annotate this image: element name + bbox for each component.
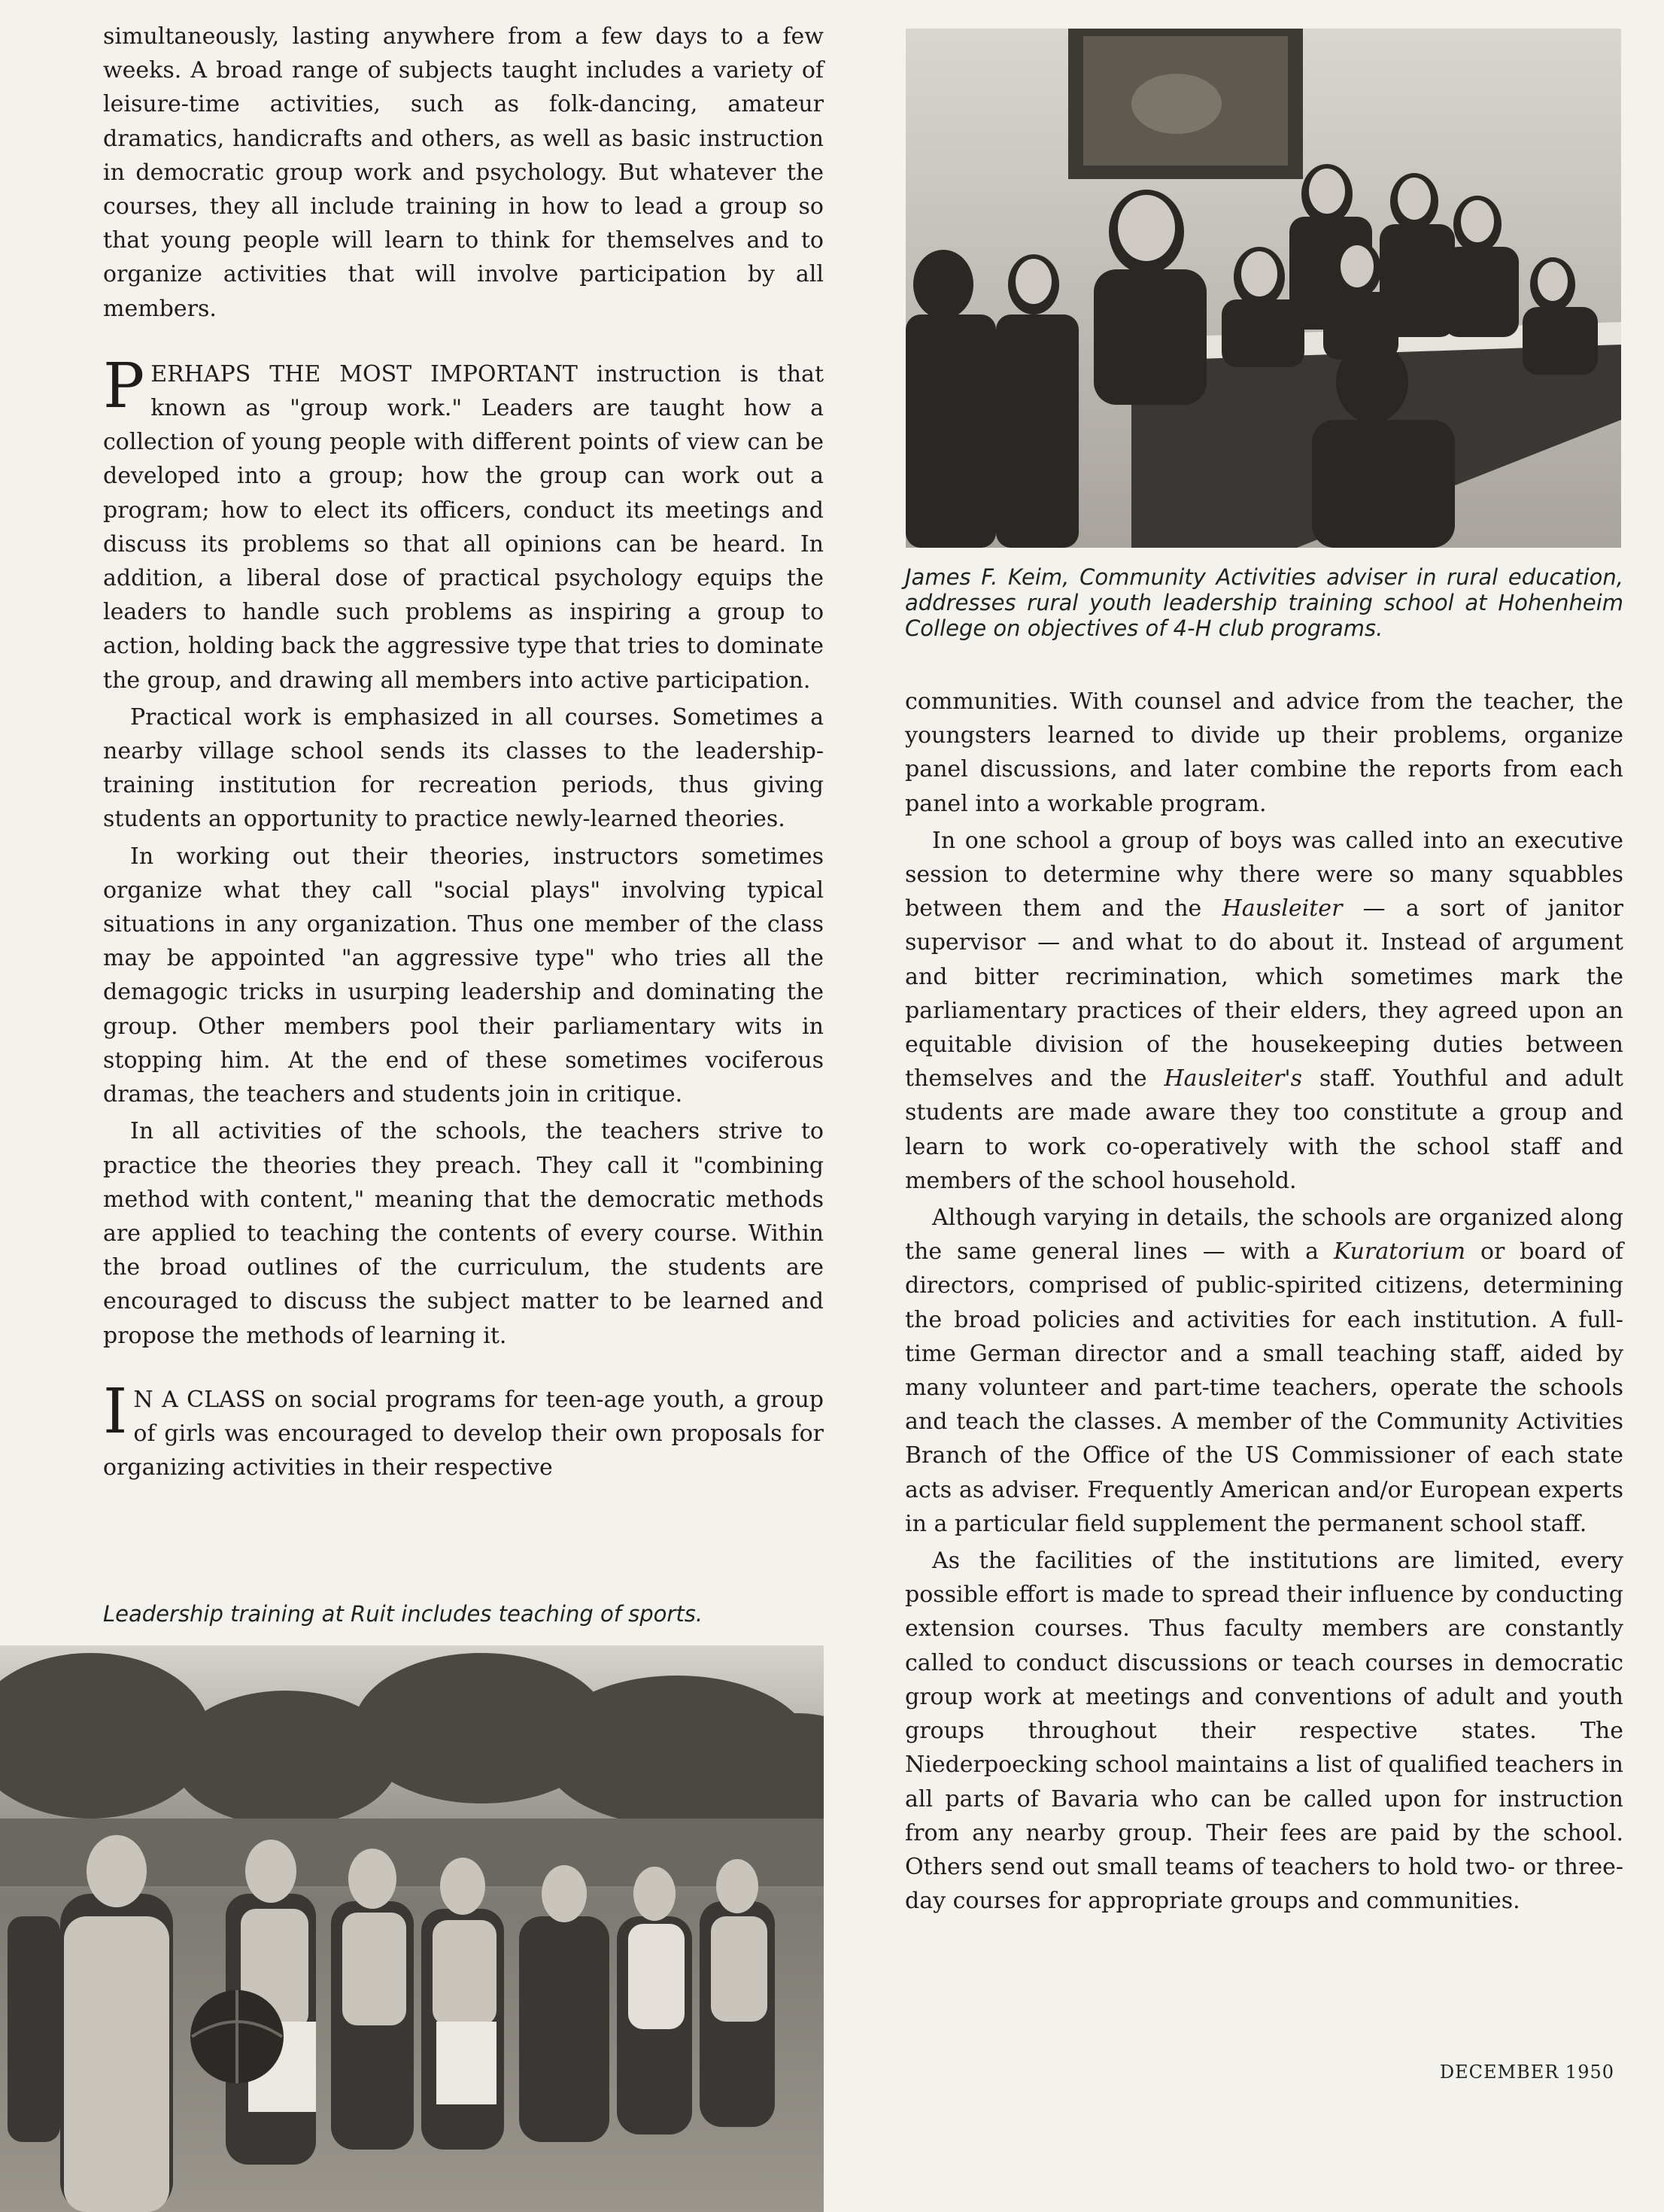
paragraph: simultaneously, lasting anywhere from a few days to a few weeks. A broad range of subjects taught includes a variety of leisure-time activities, such as folk-dancing, amateur dramatics, handicrafts and others, as well as basic instruction in democratic group work and psychology. But whatever the courses, they all include training in how to lead a group so that young people will learn to think for themselves and to organize activities that will involve participation by all members. (103, 23, 824, 322)
paragraph-text: — a sort of janitor supervisor — and what to do about it. Instead of argument and bitter recrimination, which sometimes mark the parliamentary practices of their elders, they agreed upon an equitable division of the housekeeping duties between themselves and the (905, 895, 1623, 1092)
paragraph-class (103, 1375, 824, 1485)
paragraph-text: or board of directors, comprised of public-spirited citizens, determining the broad policies and activities for each institution. A full-time German director and a small teaching staff, aided by many volunteer and part-time teachers, operate the schools and teach the classes. A member of the Community Activities Branch of the Office of the US Commissioner of each state acts as adviser. Frequently American and/or European experts in a particular field supplement the permanent school staff. (905, 1238, 1623, 1537)
paragraph: Practical work is emphasized in all courses. Sometimes a nearby village school sends its classes to the leadership-training institution for recreation periods, thus giving students an opportunity to practice newly-learned theories. (103, 703, 824, 833)
drop-cap: I (103, 1375, 128, 1448)
sports-photo (0, 1645, 824, 2212)
paragraph-group-work (103, 350, 824, 697)
paragraph: In all activities of the schools, the teachers strive to practice the theories they preach. They call it "combining method with content," meaning that the democratic methods are applied to teaching the contents of every course. Within the broad outlines of the curriculum, the students are encouraged to discuss the subject matter to be learned and propose the methods of learning it. (103, 1118, 824, 1349)
paragraph-text: In one school a group of boys was called into an executive session to determine why there were so many squabbles between them and the (905, 827, 1623, 922)
paragraph-hausleiter (905, 824, 1623, 1198)
paragraph: communities. With counsel and advice from the teacher, the youngsters learned to divide up their problems, organize panel discussions, and later combine the reports from each panel into a workable program. (905, 688, 1623, 817)
paragraph-kuratorium (905, 1201, 1623, 1541)
lead-in: N A CLASS (133, 1386, 266, 1413)
italic-term: Kuratorium (1333, 1238, 1466, 1266)
right-text-column (905, 685, 1623, 1918)
paragraph-text: on social programs for teen-age youth, a group of girls was encouraged to develop their own proposals for organizing activities in their respective (103, 1386, 824, 1481)
paragraph: As the facilities of the institutions are limited, every possible effort is made to spread their influence by conducting extension courses. Thus faculty members are constantly called to conduct discussions or teach courses in democratic group work at meetings and conventions of adult and youth groups throughout their respective states. The Niederpoecking school maintains a list of qualified teachers in all parts of Bavaria who can be called upon for instruction from any nearby group. Their fees are paid by the school. Others send out small teams of teachers to hold two- or three-day courses for appropriate groups and communities. (905, 1548, 1623, 1915)
left-text-column (103, 20, 824, 1484)
italic-term: Hausleiter's (1164, 1065, 1303, 1092)
lead-in: ERHAPS THE MOST IMPORTANT (150, 360, 578, 387)
paragraph: In working out their theories, instructors sometimes organize what they call "social plays" involving typical situations in any organization. Thus one member of the class may be appointed "an aggressive type" who tries all the demagogic tricks in usurping leadership and dominating the group. Other members pool their parliamentary wits in stopping him. At the end of these sometimes vociferous dramas, the teachers and students join in critique. (103, 843, 824, 1108)
paragraph-text: instruction is that known as "group work." Leaders are taught how a collection of young people with different points of view can be developed into a group; how the group can work out a program; how to elect its officers, conduct its meetings and discuss its problems so that all opinions can be heard. In addition, a liberal dose of practical psychology equips the leaders to handle such problems as inspiring a group to action, holding back the aggressive type that tries to dominate the group, and drawing all members into active participation. (103, 360, 824, 694)
meeting-photo (906, 29, 1621, 548)
paragraph-text: Although varying in details, the schools are organized along the same general lines — with a (905, 1205, 1623, 1266)
italic-term: Hausleiter (1222, 895, 1343, 922)
paragraph-text: staff. Youthful and adult students are made aware they too constitute a group and learn to work co-operatively with the school staff and members of the school household. (905, 1065, 1623, 1194)
drop-cap: P (103, 350, 145, 422)
sports-photo-caption: Leadership training at Ruit includes teaching of sports. (103, 1601, 703, 1627)
issue-date-footer: DECEMBER 1950 (1439, 2062, 1614, 2083)
meeting-photo-caption: James F. Keim, Community Activities adviser in rural education, addresses rural youth leadership training school at Hohenheim College on objectives of 4-H club programs. (905, 564, 1623, 641)
